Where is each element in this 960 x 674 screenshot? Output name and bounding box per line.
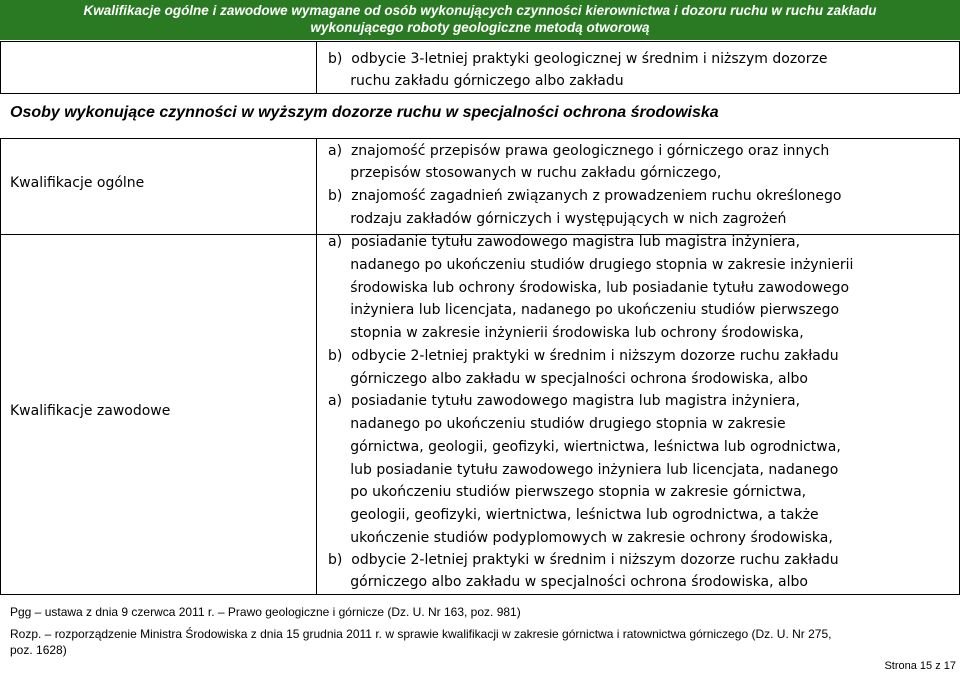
footer-rozp-note: Rozp. – rozporządzenie Ministra Środowiska z dnia 15 grudnia 2011 r. w sprawie kwalifikacji w zakresie górnictwa i ratownictwa górniczego (Dz. U. Nr 275, [10,627,832,641]
general-line: a) znajomość przepisów prawa geologicznego i górniczego oraz innych [328,143,830,159]
top-block-line-1: b) odbycie 3-letniej praktyki geologicznej w średnim i niższym dozorze [328,51,828,67]
general-line: przepisów stosowanych w ruchu zakładu górniczego, [328,165,722,181]
professional-line: geologii, geofizyki, wiertnictwa, leśnictwa lub ogrodnictwa, a także [328,507,819,523]
professional-line: górnictwa, geologii, geofizyki, wiertnictwa, leśnictwa lub ogrodnictwa, [328,439,841,455]
general-line: rodzaju zakładów górniczych i występujących w nich zagrożeń [328,211,787,227]
professional-line: po ukończeniu studiów pierwszego stopnia w zakresie górnictwa, [328,484,807,500]
professional-line: środowiska lub ochrony środowiska, lub posiadanie tytułu zawodowego [328,280,850,296]
professional-line: b) odbycie 2-letniej praktyki w średnim i niższym dozorze ruchu zakładu [328,348,839,364]
professional-line: nadanego po ukończeniu studiów drugiego stopnia w zakresie [328,416,786,432]
top-block-line-2: ruchu zakładu górniczego albo zakładu [328,73,624,89]
professional-line: a) posiadanie tytułu zawodowego magistra lub magistra inżyniera, [328,393,801,409]
document-header [0,0,960,40]
professional-line: b) odbycie 2-letniej praktyki w średnim i niższym dozorze ruchu zakładu [328,552,839,568]
footer-rozp-note-cont: poz. 1628) [10,643,67,657]
footer-pgg-note: Pgg – ustawa z dnia 9 czerwca 2011 r. – Prawo geologiczne i górnicze (Dz. U. Nr 163, poz. 981) [10,605,521,619]
professional-line: a) posiadanie tytułu zawodowego magistra lub magistra inżyniera, [328,234,801,250]
professional-qualifications-label: Kwalifikacje zawodowe [10,403,171,419]
header-title-line-1: Kwalifikacje ogólne i zawodowe wymagane od osób wykonujących czynności kierownictwa i dozoru ruchu w ruchu zakładu [83,3,877,18]
professional-line: nadanego po ukończeniu studiów drugiego stopnia w zakresie inżynierii [328,257,854,273]
professional-line: górniczego albo zakładu w specjalności ochrona środowiska, albo [328,574,808,590]
general-line: b) znajomość zagadnień związanych z prowadzeniem ruchu określonego [328,188,842,204]
page-number: Strona 15 z 17 [884,660,956,672]
general-qualifications-label: Kwalifikacje ogólne [10,175,145,191]
header-title-line-2: wykonującego roboty geologiczne metodą otworową [310,20,650,35]
table-column-divider [316,138,317,595]
section-title: Osoby wykonujące czynności w wyższym dozorze ruchu w specjalności ochrona środowiska [10,104,719,121]
professional-line: lub posiadanie tytułu zawodowego inżyniera lub licencjata, nadanego [328,462,839,478]
professional-line: ukończenie studiów podyplomowych w zakresie ochrony środowiska, [328,530,833,546]
professional-line: górniczego albo zakładu w specjalności ochrona środowiska, albo [328,371,808,387]
professional-line: stopnia w zakresie inżynierii środowiska lub ochrony środowiska, [328,325,804,341]
professional-line: inżyniera lub licencjata, nadanego po ukończeniu studiów pierwszego [328,302,840,318]
top-table-divider [316,41,317,94]
